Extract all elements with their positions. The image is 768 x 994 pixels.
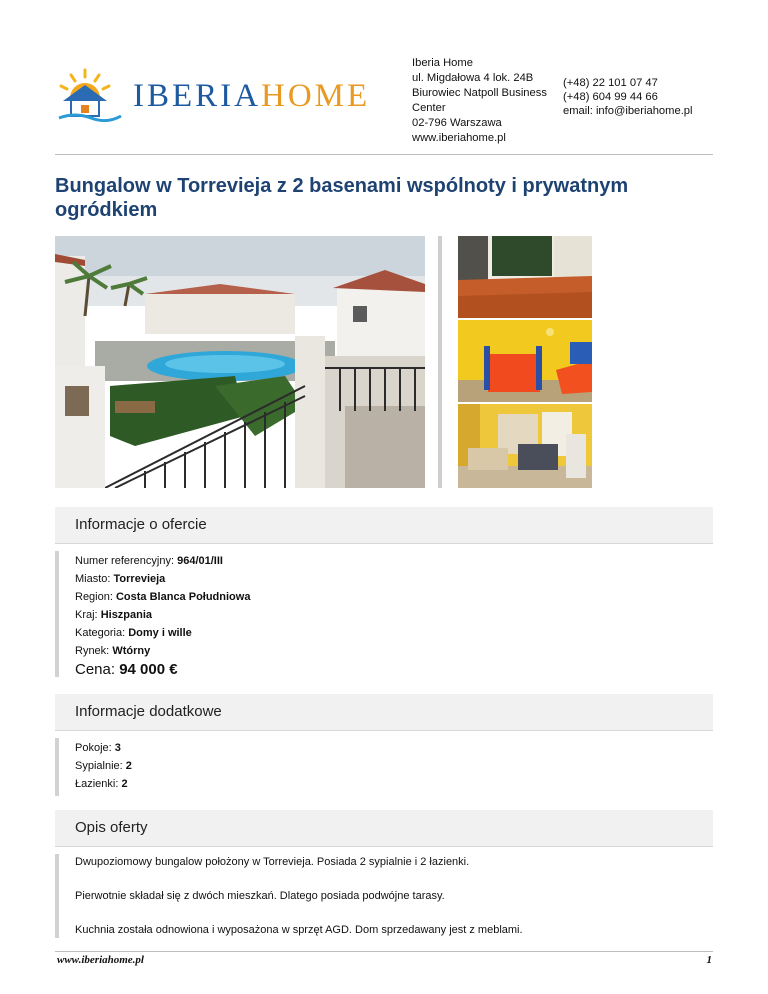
address-line: 02-796 Warszawa xyxy=(412,117,502,129)
company-contact xyxy=(563,76,693,118)
bathrooms-row: Łazienki: 2 xyxy=(75,778,128,790)
country-row: Kraj: Hiszpania xyxy=(75,609,153,621)
main-photo[interactable] xyxy=(55,236,425,488)
thumbnail-living-room[interactable] xyxy=(458,404,592,488)
address-line: Center xyxy=(412,102,446,114)
bedrooms-row: Sypialnie: 2 xyxy=(75,760,132,772)
extra-info-section xyxy=(55,738,713,796)
offer-info-header xyxy=(55,507,713,544)
region-row: Region: Costa Blanca Południowa xyxy=(75,591,251,603)
address-line: ul. Migdałowa 4 lok. 24B xyxy=(412,72,534,84)
website-link[interactable]: www.iberiahome.pl xyxy=(412,132,506,144)
section-heading: Informacje dodatkowe xyxy=(75,703,222,720)
reference-number-row: Numer referencyjny: 964/01/III xyxy=(75,555,223,567)
footer-divider xyxy=(55,951,713,952)
price-row: Cena: 94 000 € xyxy=(75,661,178,678)
description-paragraph: Dwupoziomowy bungalow położony w Torrevieja. Posiada 2 sypialnie i 2 łazienki. xyxy=(75,856,470,868)
living-room-image xyxy=(458,404,592,488)
listing-title xyxy=(55,174,695,222)
section-heading: Opis oferty xyxy=(75,819,148,836)
sun-house-logo-icon xyxy=(55,66,131,122)
thumbnail-terrace[interactable] xyxy=(458,236,592,318)
market-row: Rynek: Wtórny xyxy=(75,645,151,657)
description-paragraph: Pierwotnie składał się z dwóch mieszkań. Dlatego posiada podwójne tarasy. xyxy=(75,890,445,902)
company-logo xyxy=(55,66,375,122)
extra-info-header xyxy=(55,694,713,731)
listing-title-line: Bungalow w Torrevieja z 2 basenami wspólnoty i prywatnym xyxy=(55,175,629,197)
photo-divider xyxy=(438,236,442,488)
address-line: Iberia Home xyxy=(412,57,473,69)
section-heading: Informacje o ofercie xyxy=(75,516,207,533)
category-row: Kategoria: Domy i wille xyxy=(75,627,192,639)
email-link[interactable]: email: info@iberiahome.pl xyxy=(563,105,693,117)
city-row: Miasto: Torrevieja xyxy=(75,573,166,585)
footer-website[interactable]: www.iberiahome.pl xyxy=(57,954,144,966)
thumbnail-bedroom[interactable] xyxy=(458,320,592,402)
phone-number[interactable]: (+48) 22 101 07 47 xyxy=(563,77,658,89)
header-divider xyxy=(55,154,713,155)
terrace-image xyxy=(458,236,592,318)
description-paragraph: Kuchnia została odnowiona i wyposażona w sprzęt AGD. Dom sprzedawany jest z meblami. xyxy=(75,924,523,936)
rooms-row: Pokoje: 3 xyxy=(75,742,121,754)
phone-number[interactable]: (+48) 604 99 44 66 xyxy=(563,91,658,103)
bedroom-image xyxy=(458,320,592,402)
logo-wordmark: IBERIAHOME xyxy=(133,78,371,114)
page-number: 1 xyxy=(706,954,712,966)
description-section xyxy=(55,854,713,938)
pool-terrace-image xyxy=(55,236,425,488)
listing-title-line: ogródkiem xyxy=(55,199,158,221)
description-header xyxy=(55,810,713,847)
address-line: Biurowiec Natpoll Business xyxy=(412,87,547,99)
company-address xyxy=(412,56,547,146)
offer-info-section xyxy=(55,551,713,677)
